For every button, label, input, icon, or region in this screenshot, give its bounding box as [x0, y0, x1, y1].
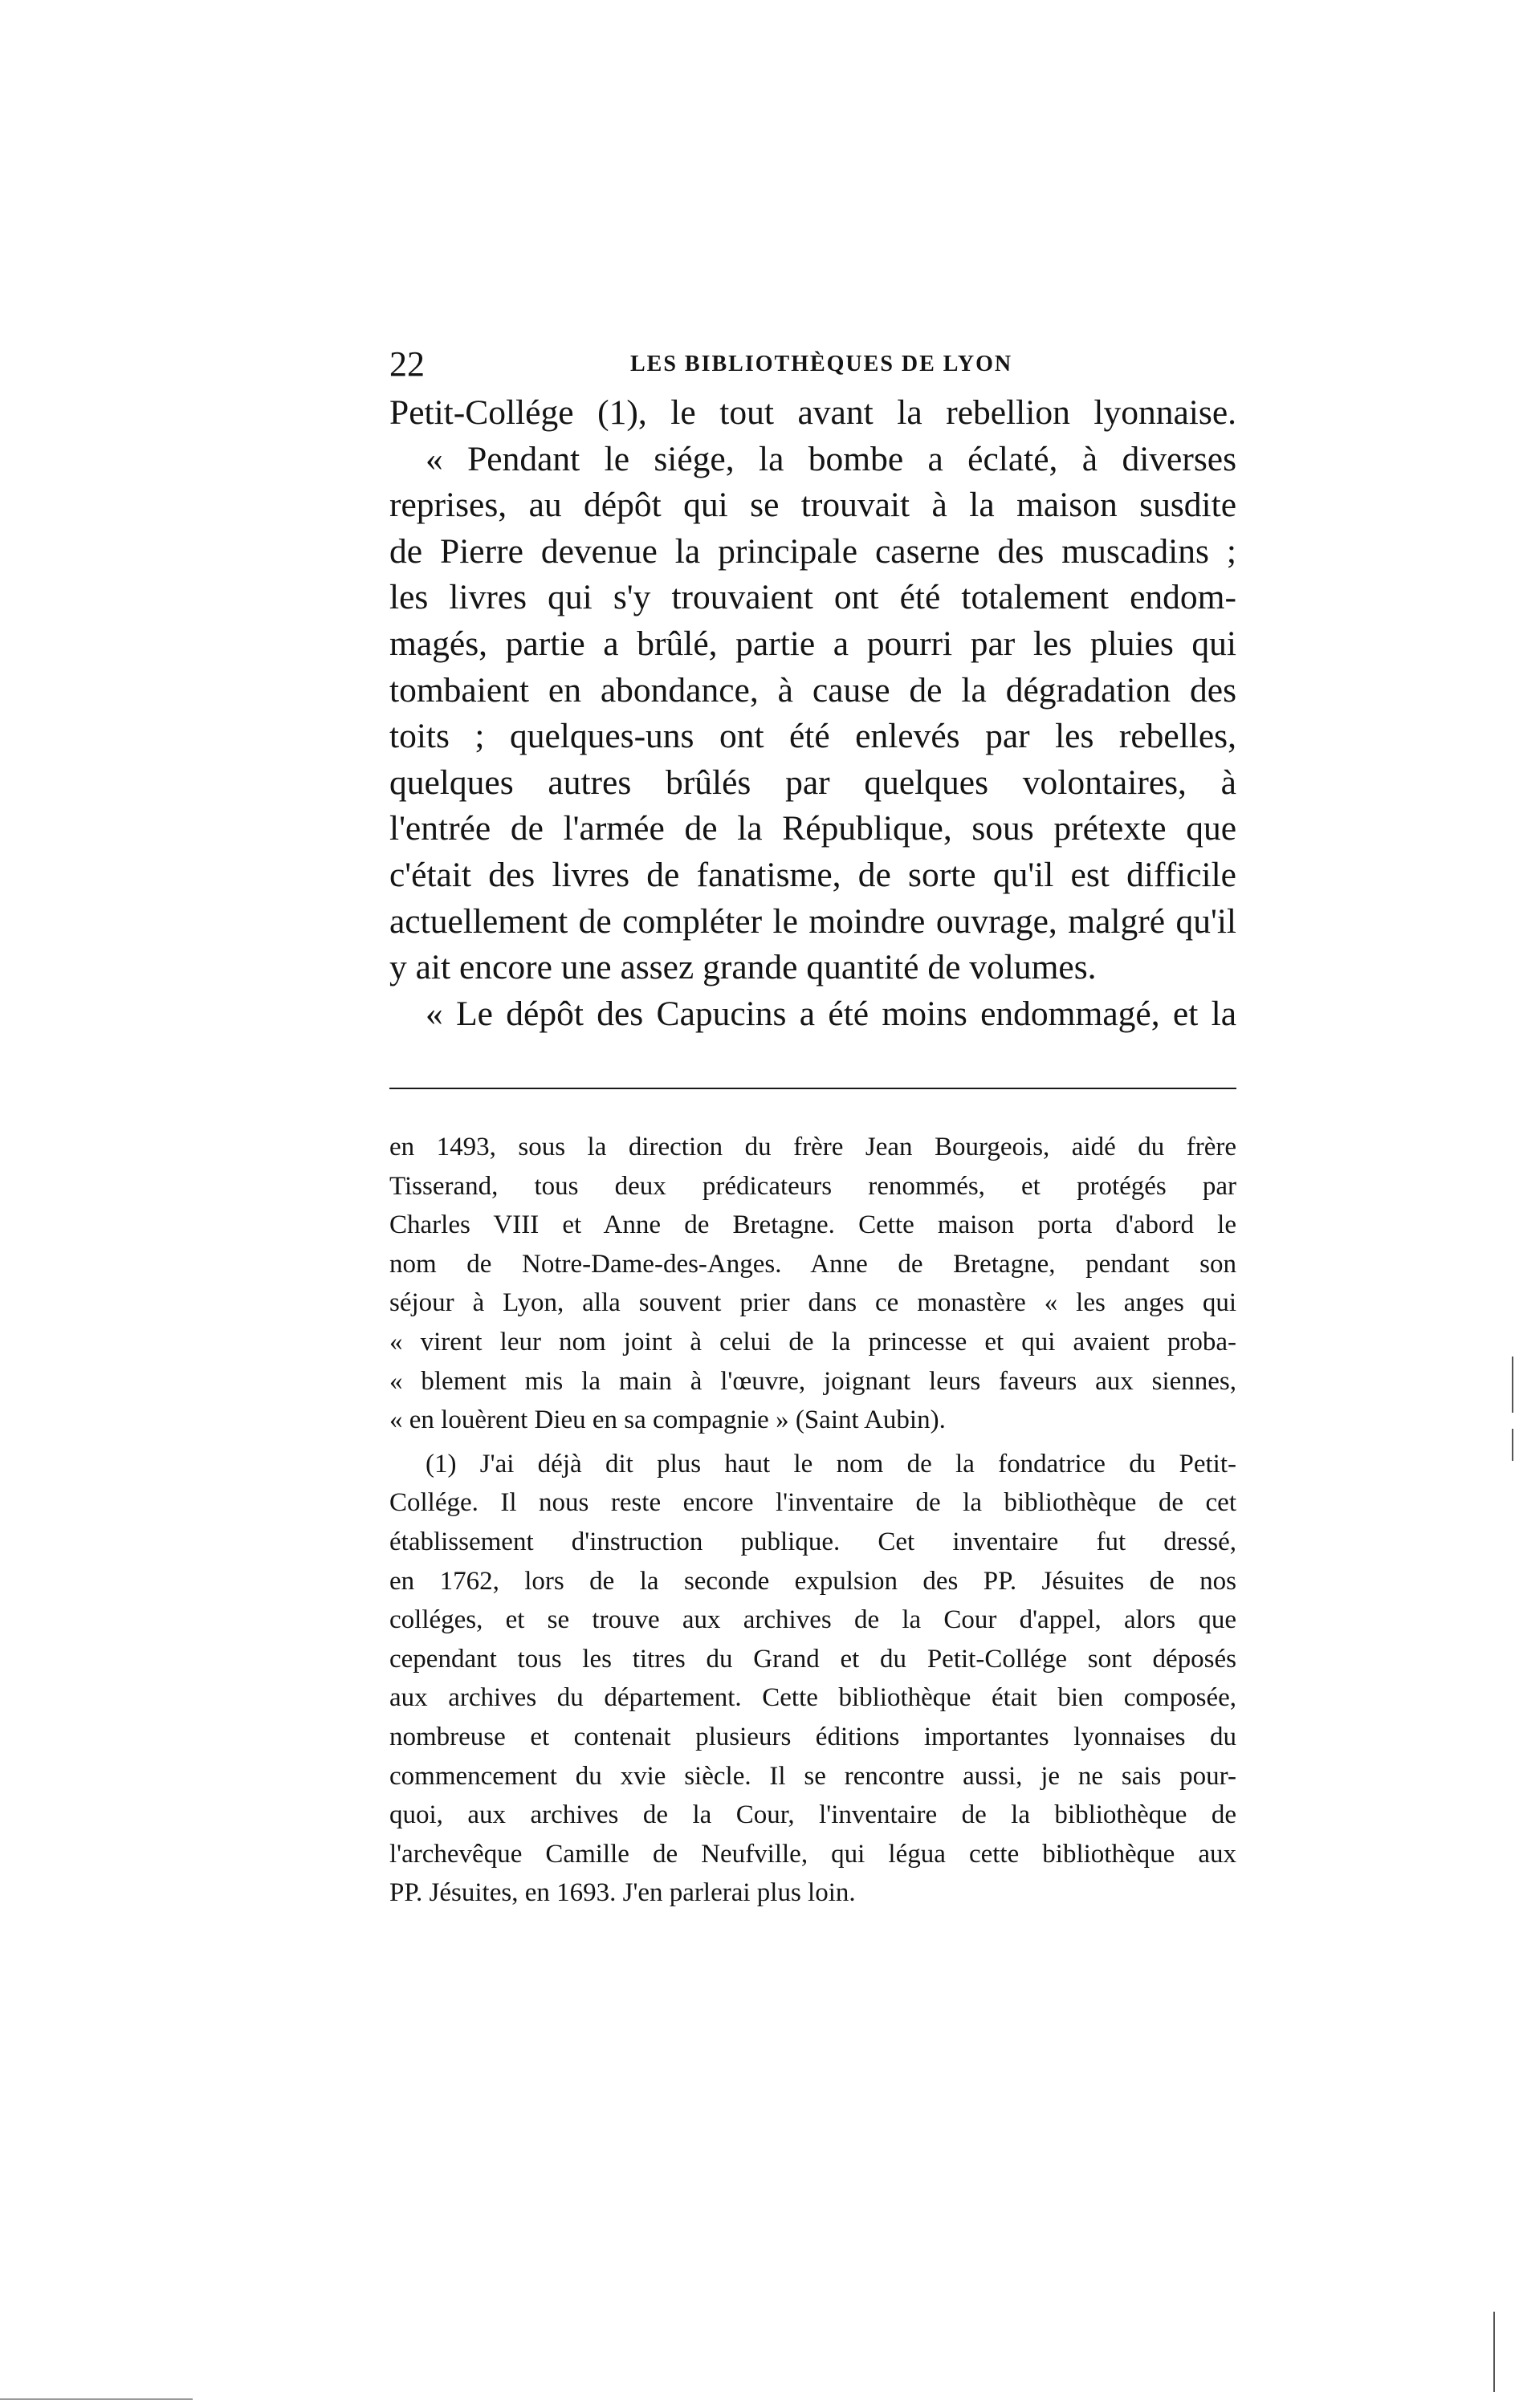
text-line: actuellement de compléter le moindre ouvrage, malgré qu'il: [389, 901, 1236, 941]
running-head: LES BIBLIOTHÈQUES DE LYON: [630, 352, 1013, 376]
text-line: magés, partie a brûlé, partie a pourri par les pluies qui: [389, 624, 1236, 663]
scan-edge-mark: [1512, 1357, 1513, 1413]
footnote-line: établissement d'instruction publique. Cet inventaire fut dressé,: [389, 1527, 1236, 1556]
footnote-line: nom de Notre-Dame-des-Anges. Anne de Bretagne, pendant son: [389, 1249, 1236, 1279]
text-line: y ait encore une assez grande quantité de volumes.: [389, 948, 1097, 987]
text-line: les livres qui s'y trouvaient ont été totalement endom-: [389, 578, 1236, 617]
text-line: reprises, au dépôt qui se trouvait à la maison susdite: [389, 486, 1236, 525]
footnote-line: l'archevêque Camille de Neufville, qui légua cette bibliothèque aux: [389, 1839, 1236, 1869]
footnote-line: Collége. Il nous reste encore l'inventaire de la bibliothèque de cet: [389, 1488, 1236, 1518]
footnote-line: Tisserand, tous deux prédicateurs renommés, et protégés par: [389, 1171, 1236, 1201]
text-line: quelques autres brûlés par quelques volontaires, à: [389, 763, 1236, 802]
text-line: c'était des livres de fanatisme, de sorte qu'il est difficile: [389, 855, 1236, 894]
text-line: « Pendant le siége, la bombe a éclaté, à diverses: [426, 439, 1236, 478]
scan-edge-mark: [0, 2398, 193, 2400]
footnote-line: en 1493, sous la direction du frère Jean Bourgeois, aidé du frère: [389, 1133, 1236, 1161]
footnote-separator: [389, 1088, 1236, 1089]
footnote-line: PP. Jésuites, en 1693. J'en parlerai plus loin.: [389, 1878, 856, 1908]
footnote-1: [389, 1445, 1236, 1913]
footnote-line: quoi, aux archives de la Cour, l'inventaire de la bibliothèque de: [389, 1800, 1236, 1830]
text-line: de Pierre devenue la principale caserne des muscadins ;: [389, 531, 1236, 571]
text-line: Petit-Collége (1), le tout avant la rebellion lyonnaise.: [389, 393, 1236, 432]
page-header: [389, 344, 1236, 384]
footnote-line: colléges, et se trouve aux archives de la Cour d'appel, alors que: [389, 1605, 1236, 1635]
text-line: l'entrée de l'armée de la République, sous prétexte que: [389, 809, 1236, 848]
footnote-line: Charles VIII et Anne de Bretagne. Cette maison porta d'abord le: [389, 1210, 1236, 1240]
footnote-line: « en louèrent Dieu en sa compagnie » (Saint Aubin).: [389, 1405, 946, 1435]
scan-edge-mark: [1493, 2312, 1495, 2392]
text-line: toits ; quelques-uns ont été enlevés par les rebelles,: [389, 717, 1236, 756]
footnote-line: cependant tous les titres du Grand et du Petit-Collége sont déposés: [389, 1644, 1236, 1674]
footnote-line: « virent leur nom joint à celui de la princesse et qui avaient proba-: [389, 1327, 1236, 1357]
footnote-line: commencement du xvie siècle. Il se rencontre aussi, je ne sais pour-: [389, 1761, 1236, 1791]
footnote-line: séjour à Lyon, alla souvent prier dans ce monastère « les anges qui: [389, 1288, 1236, 1318]
footnote-line: (1) J'ai déjà dit plus haut le nom de la fondatrice du Petit-: [426, 1449, 1236, 1479]
text-line: tombaient en abondance, à cause de la dégradation des: [389, 670, 1236, 710]
footnote-line: en 1762, lors de la seconde expulsion des PP. Jésuites de nos: [389, 1566, 1236, 1596]
footnotes: [389, 1128, 1236, 1913]
scan-edge-mark: [1512, 1429, 1513, 1461]
footnote-line: nombreuse et contenait plusieurs éditions importantes lyonnaises du: [389, 1722, 1236, 1751]
footnote-line: aux archives du département. Cette bibliothèque était bien composée,: [389, 1683, 1236, 1713]
footnote-continued: [389, 1128, 1236, 1440]
main-text: [389, 390, 1236, 1037]
footnote-line: « blement mis la main à l'œuvre, joignant leurs faveurs aux siennes,: [389, 1366, 1236, 1396]
text-line: « Le dépôt des Capucins a été moins endommagé, et la: [426, 994, 1236, 1033]
page-number: 22: [389, 344, 425, 384]
